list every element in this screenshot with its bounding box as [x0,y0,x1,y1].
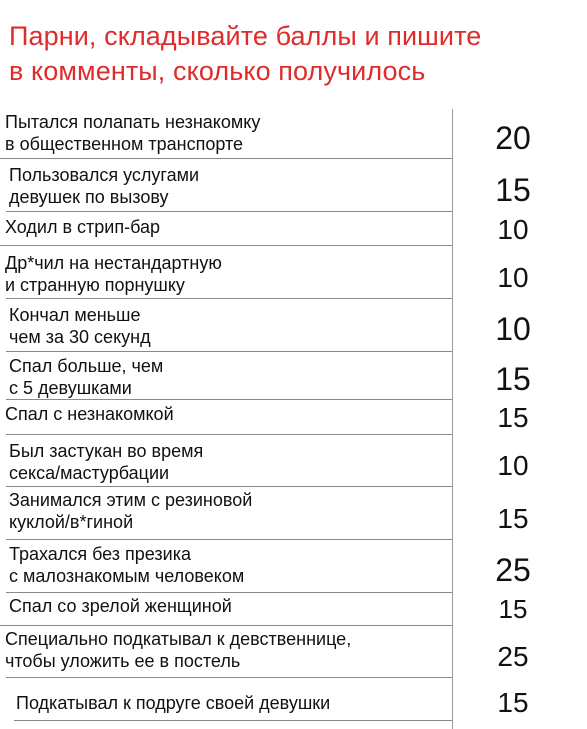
row-score: 15 [498,594,528,624]
table-row [0,626,587,678]
row-label-line: Трахался без презика [9,544,192,564]
row-divider [0,245,452,246]
score-table [0,109,587,729]
row-score: 15 [495,361,531,397]
row-label-line: Ходил в стрип-бар [5,217,161,237]
row-label-line: и странную порнушку [5,275,185,295]
table-row [0,487,587,540]
table-row [0,162,587,212]
row-label-line: чем за 30 секунд [9,327,151,347]
row-label [5,111,260,155]
row-label-line: Специально подкатывал к девственнице, [5,629,352,649]
row-score: 15 [497,687,529,718]
table-row [0,435,587,487]
row-label [9,595,232,617]
row-label [5,216,160,238]
title-line-2: в комменты, сколько получилось [9,56,426,86]
table-row [0,540,587,593]
row-divider [6,211,452,212]
row-score: 25 [497,641,529,672]
row-label-line: Спал с незнакомкой [5,404,174,424]
row-label [16,692,330,714]
row-score: 10 [497,262,529,293]
row-label [5,628,351,672]
row-label-line: с 5 девушками [9,378,132,398]
row-label-line: куклой/в*гиной [9,512,134,532]
row-label [9,164,199,208]
row-score: 10 [495,311,531,347]
row-score: 15 [497,402,529,433]
row-label-line: секса/мастурбации [9,463,170,483]
row-divider [0,158,452,159]
row-score: 10 [497,214,529,245]
row-label-line: Был застукан во время [9,441,204,461]
row-label-line: Пользовался услугами [9,165,200,185]
row-score: 15 [495,172,531,208]
table-row [0,678,587,721]
title-line-1: Парни, складывайте баллы и пишите [9,21,482,51]
row-label-line: с малознакомым человеком [9,566,245,586]
row-label [9,304,151,348]
row-label [5,252,222,296]
row-label-line: Пытался полапать незнакомку [5,112,261,132]
row-label-line: Др*чил на нестандартную [5,253,222,273]
table-row [0,299,587,352]
row-label [9,489,252,533]
row-score: 20 [495,120,531,156]
row-score: 10 [497,450,529,481]
table-row [0,593,587,626]
table-row [0,352,587,400]
table-row [0,213,587,246]
row-label-line: Занимался этим с резиновой [9,490,253,510]
row-divider [14,720,452,721]
row-label-line: чтобы уложить ее в постель [5,651,241,671]
table-row [0,109,587,159]
row-label [9,440,203,484]
row-label-line: Кончал меньше [9,305,141,325]
row-score: 25 [495,552,531,588]
row-label-line: девушек по вызову [9,187,169,207]
page-title [9,19,579,89]
row-label [9,543,244,587]
row-label-line: в общественном транспорте [5,134,244,154]
row-label [9,355,163,399]
row-score: 15 [497,503,529,534]
row-label-line: Спал больше, чем [9,356,164,376]
row-label [5,403,174,425]
table-row [0,247,587,299]
row-label-line: Спал со зрелой женщиной [9,596,232,616]
table-row [0,400,587,435]
row-label-line: Подкатывал к подруге своей девушки [16,693,331,713]
